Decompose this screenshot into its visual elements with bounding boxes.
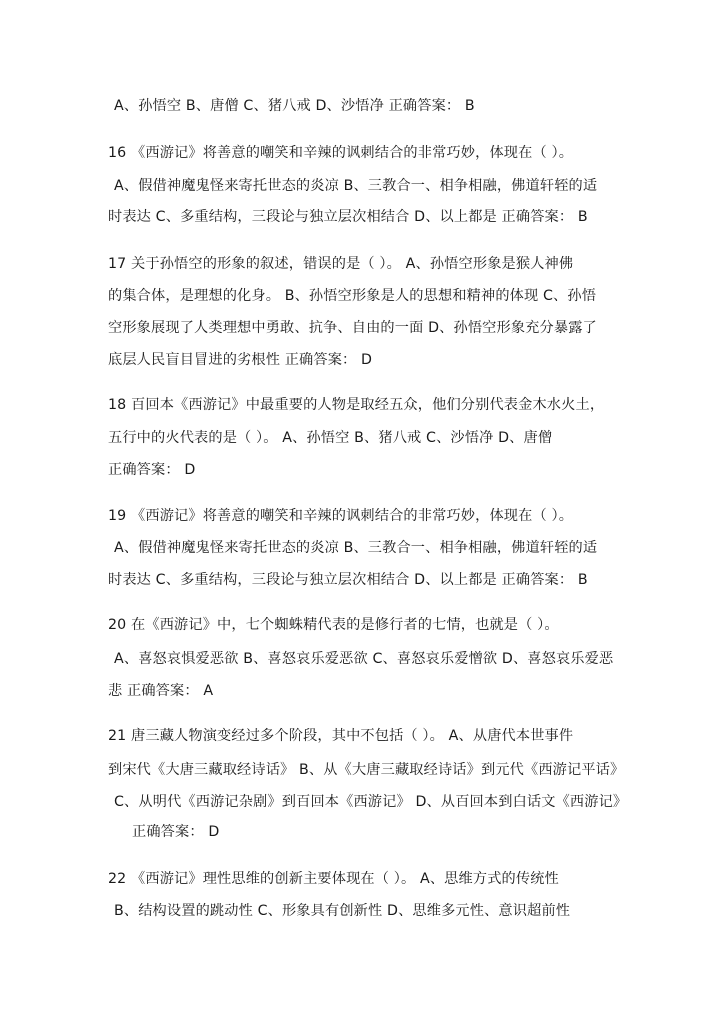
text-line: 空形象展现了人类理想中勇敢、抗争、自由的一面 D、孙悟空形象充分暴露了	[108, 320, 597, 336]
question-18-line: 18 百回本《西游记》中最重要的人物是取经五众，他们分别代表金木水火土，	[108, 397, 605, 413]
text-line: A、假借神魔鬼怪来寄托世态的炎凉 B、三教合一、相争相融，佛道轩轾的适	[114, 178, 598, 194]
text-line: 时表达 C、多重结构，三段论与独立层次相结合 D、以上都是 正确答案： B	[108, 209, 588, 225]
text-line: A、孙悟空 B、唐僧 C、猪八戒 D、沙悟净 正确答案： B	[114, 98, 475, 114]
text-line: C、从明代《西游记杂剧》到百回本《西游记》 D、从百回本到白话文《西游记》	[114, 794, 628, 810]
question-21-line: 21 唐三藏人物演变经过多个阶段，其中不包括（ ）。 A、从唐代本世事件	[108, 728, 574, 744]
question-19-line: 19 《西游记》将善意的嘲笑和辛辣的讽刺结合的非常巧妙，体现在（ ）。	[108, 508, 574, 524]
text-line: A、假借神魔鬼怪来寄托世态的炎凉 B、三教合一、相争相融，佛道轩轾的适	[114, 540, 598, 556]
text-line: 时表达 C、多重结构，三段论与独立层次相结合 D、以上都是 正确答案： B	[108, 572, 588, 588]
text-line: 五行中的火代表的是（ ）。 A、孙悟空 B、猪八戒 C、沙悟净 D、唐僧	[108, 430, 553, 446]
text-line: B、结构设置的跳动性 C、形象具有创新性 D、思维多元性、意识超前性	[114, 903, 571, 919]
text-line: A、喜怒哀惧爱恶欲 B、喜怒哀乐爱恶欲 C、喜怒哀乐爱憎欲 D、喜怒哀乐爱恶	[114, 651, 614, 667]
text-line: 正确答案： D	[108, 462, 196, 478]
text-line: 正确答案： D	[132, 824, 220, 840]
text-line: 的集合体，是理想的化身。 B、孙悟空形象是人的思想和精神的体现 C、孙悟	[108, 288, 597, 304]
question-17-line: 17 关于孙悟空的形象的叙述，错误的是（ ）。 A、孙悟空形象是猴人神佛	[108, 256, 574, 272]
text-line: 到宋代《大唐三藏取经诗话》 B、从《大唐三藏取经诗话》到元代《西游记平话》	[108, 762, 625, 778]
question-16-line: 16 《西游记》将善意的嘲笑和辛辣的讽刺结合的非常巧妙，体现在（ ）。	[108, 145, 574, 161]
question-20-line: 20 在《西游记》中，七个蜘蛛精代表的是修行者的七情，也就是（ ）。	[108, 617, 559, 633]
text-line: 悲 正确答案： A	[108, 683, 214, 699]
text-line: 底层人民盲目冒进的劣根性 正确答案： D	[108, 352, 373, 368]
question-22-line: 22 《西游记》理性思维的创新主要体现在（ ）。 A、思维方式的传统性	[108, 871, 559, 887]
